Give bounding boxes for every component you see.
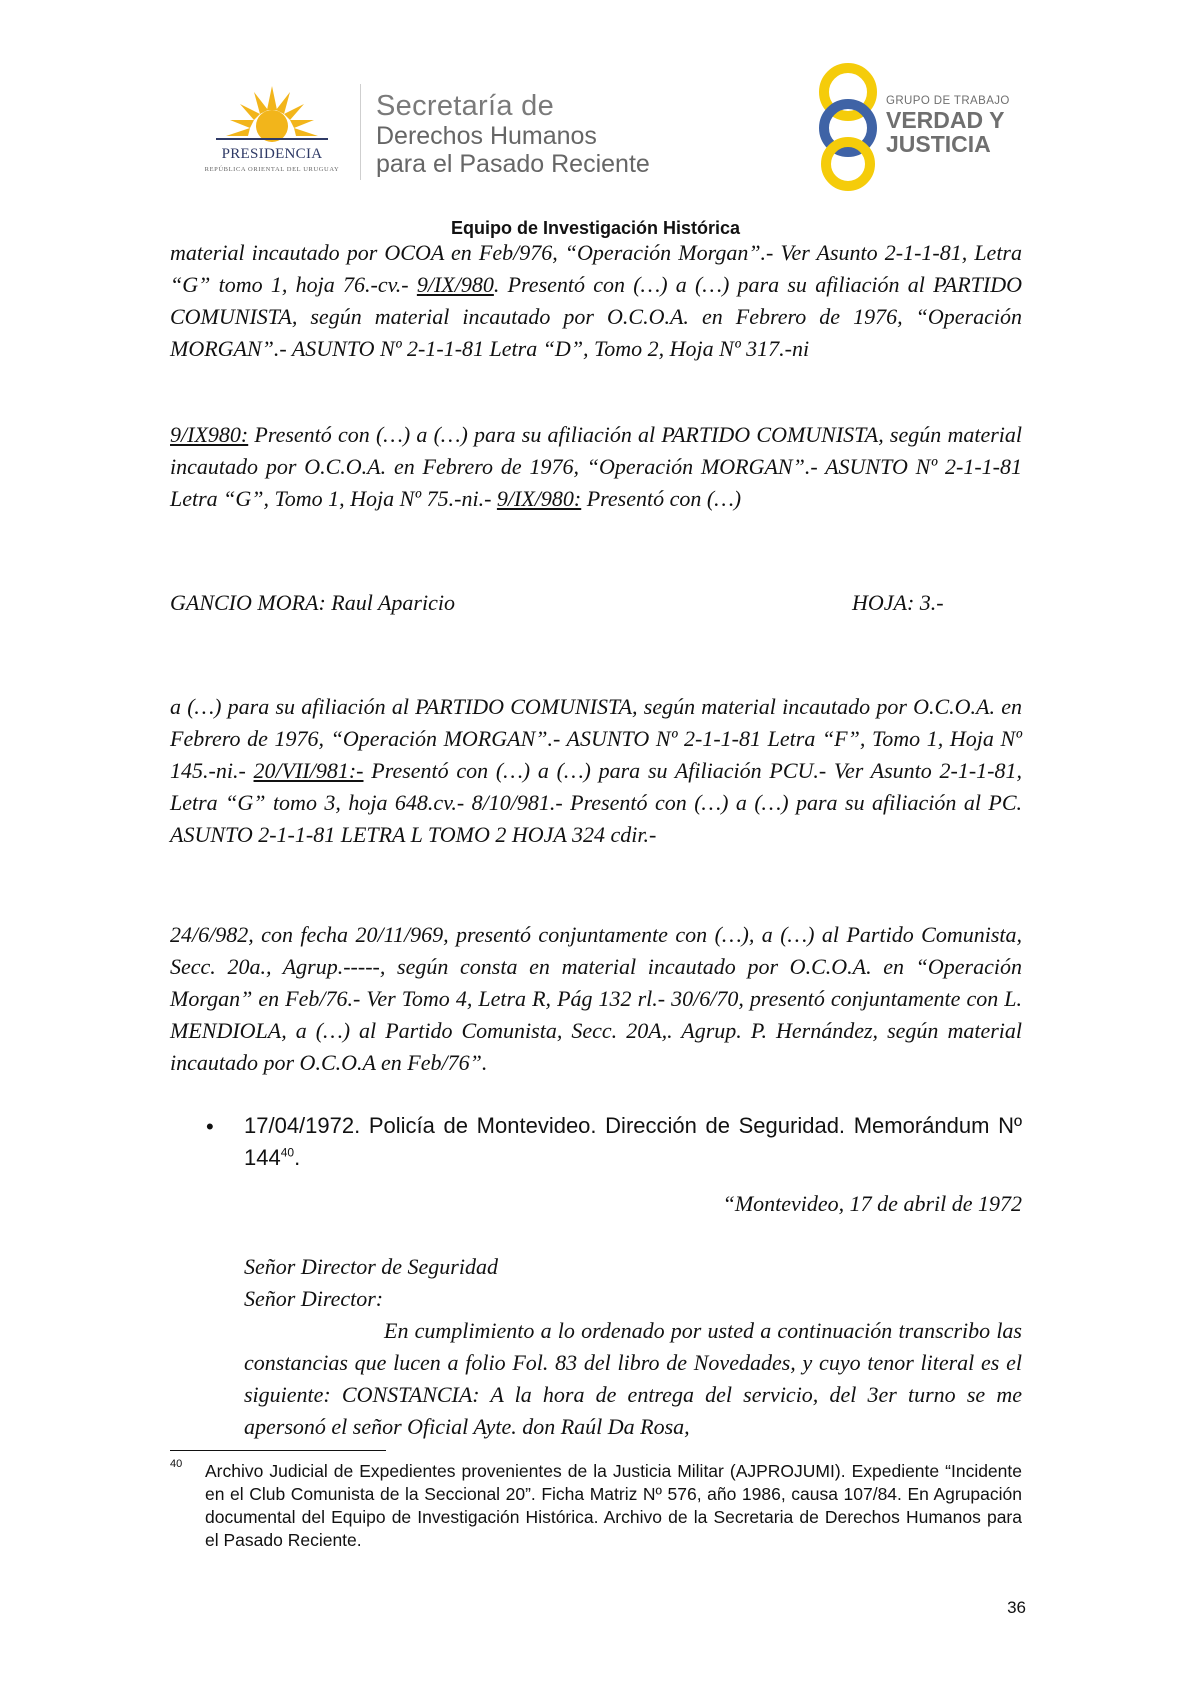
logo-divider bbox=[360, 84, 361, 180]
secretaria-line-3: para el Pasado Reciente bbox=[376, 150, 650, 178]
paragraph-4: 24/6/982, con fecha 20/11/969, presentó conjuntamente con (…), a (…) al Partido Comunista, Secc. 20a., Agrup.-----, según consta en material incautado por O.C.O.A. en “Operación Morgan” en Feb/76.- Ver Tomo 4, Letra R, Pág 132 rl.- 30/6/70, presentó conjuntamente con L. MENDIOLA, a (…) al Partido Comunista, Secc. 20A,. Agrup. P. Hernández, según material incautado por O.C.O.A en Feb/76”. bbox=[170, 922, 1022, 1075]
paragraph-1 bbox=[170, 237, 1022, 365]
grupo-line-1: GRUPO DE TRABAJO bbox=[886, 95, 1010, 107]
footnote-ref: 40 bbox=[280, 1145, 295, 1160]
sun-emblem-icon bbox=[196, 80, 348, 146]
p3-date-underlined: 20/VII/981:- bbox=[253, 758, 364, 783]
bullet-item bbox=[244, 1110, 1022, 1174]
p3-text-a: a (…) para su afiliación al PARTIDO COMUNISTA, según material incautado por O.C.O.A. en Febrero de 1976, “Operación MORGAN”.- ASUNTO Nº 2-1-1-81 Letra “F”, Tomo 1, Hoja Nº 145.-ni.- bbox=[170, 694, 1022, 783]
secretaria-line-1: Secretaría de bbox=[376, 90, 554, 122]
paragraph-2 bbox=[170, 419, 1022, 515]
p2-text-a: Presentó con (…) a (…) para su afiliación al PARTIDO COMUNISTA, según material incautado por O.C.O.A. en Febrero de 1976, “Operación MORGAN”.- ASUNTO Nº 2-1-1-81 Letra “G”, Tomo 1, Hoja Nº 75.-ni.- bbox=[170, 422, 1022, 511]
sheet-header-page: HOJA: 3.- bbox=[852, 590, 944, 615]
bullet-marker: • bbox=[206, 1114, 214, 1139]
page-number: 36 bbox=[1007, 1598, 1026, 1617]
p3-text-b: Presentó con (…) a (…) para su Afiliación PCU.- Ver Asunto 2-1-1-81, Letra “G” tomo 3, hoja 648.cv.- 8/10/981.- Presentó con (…) a (…) para su afiliación al PC. ASUNTO 2-1-1-81 LETRA L TOMO 2 HOJA 324 cdir.- bbox=[170, 758, 1023, 847]
p2-text-b: Presentó con (…) bbox=[581, 486, 742, 511]
bullet-end: . bbox=[294, 1145, 301, 1170]
grupo-trabajo-logo bbox=[886, 94, 1010, 156]
p2-date-underlined-1: 9/IX980: bbox=[170, 422, 249, 447]
paragraph-3 bbox=[170, 691, 1022, 851]
memo-addressee: Señor Director de Seguridad bbox=[244, 1254, 498, 1279]
memo-body: En cumplimiento a lo ordenado por usted a continuación transcribo las constancias que lucen a folio Fol. 83 del libro de Novedades, y cuyo tenor literal es el siguiente: CONSTANCIA: A la hora de entrega del servicio, del 3er turno se me apersonó el señor Oficial Ayte. don Raúl Da Rosa, bbox=[244, 1318, 1022, 1439]
presidencia-logo bbox=[196, 80, 348, 180]
p1-date-underlined: 9/IX/980 bbox=[416, 272, 494, 297]
grupo-line-3: JUSTICIA bbox=[886, 131, 991, 157]
footnote-rule bbox=[170, 1450, 386, 1451]
p1-text-a: material incautado por OCOA en Feb/976, “Operación Morgan”.- Ver Asunto 2-1-1-81, Letra “G” tomo 1, hoja 76.-cv.- bbox=[170, 240, 1022, 297]
secretaria-line-2: Derechos Humanos bbox=[376, 122, 597, 150]
presidencia-subtitle: REPÚBLICA ORIENTAL DEL URUGUAY bbox=[204, 166, 340, 173]
grupo-line-2: VERDAD Y bbox=[886, 107, 1005, 133]
unit-title: Equipo de Investigación Histórica bbox=[450, 218, 741, 238]
linked-rings-icon bbox=[812, 62, 884, 192]
secretaria-logo bbox=[376, 90, 650, 178]
footnote-text: Archivo Judicial de Expedientes provenientes de la Justicia Militar (AJPROJUMI). Expediente “Incidente en el Club Comunista de la Seccional 20”. Ficha Matriz Nº 576, año 1986, causa 107/84. En Agrupación documental del Equipo de Investigación Histórica. Archivo de la Secretaria de Derechos Humanos para el Pasado Reciente. bbox=[205, 1461, 1022, 1550]
memo-salutation: Señor Director: bbox=[244, 1286, 384, 1311]
presidencia-name: PRESIDENCIA bbox=[221, 146, 323, 162]
memo-date: “Montevideo, 17 de abril de 1972 bbox=[722, 1191, 1022, 1216]
p1-text-b: . Presentó con (…) a (…) para su afiliación al PARTIDO COMUNISTA, según material incautado por O.C.O.A. en Febrero de 1976, “Operación MORGAN”.- ASUNTO Nº 2-1-1-81 Letra “D”, Tomo 2, Hoja Nº 317.-ni bbox=[170, 272, 1022, 361]
footnote-number: 40 bbox=[170, 1458, 183, 1470]
sheet-header-name: GANCIO MORA: Raul Aparicio bbox=[170, 590, 455, 615]
bullet-text: 17/04/1972. Policía de Montevideo. Dirección de Seguridad. Memorándum Nº 144 bbox=[244, 1113, 1022, 1170]
p2-date-underlined-2: 9/IX/980: bbox=[496, 486, 582, 511]
